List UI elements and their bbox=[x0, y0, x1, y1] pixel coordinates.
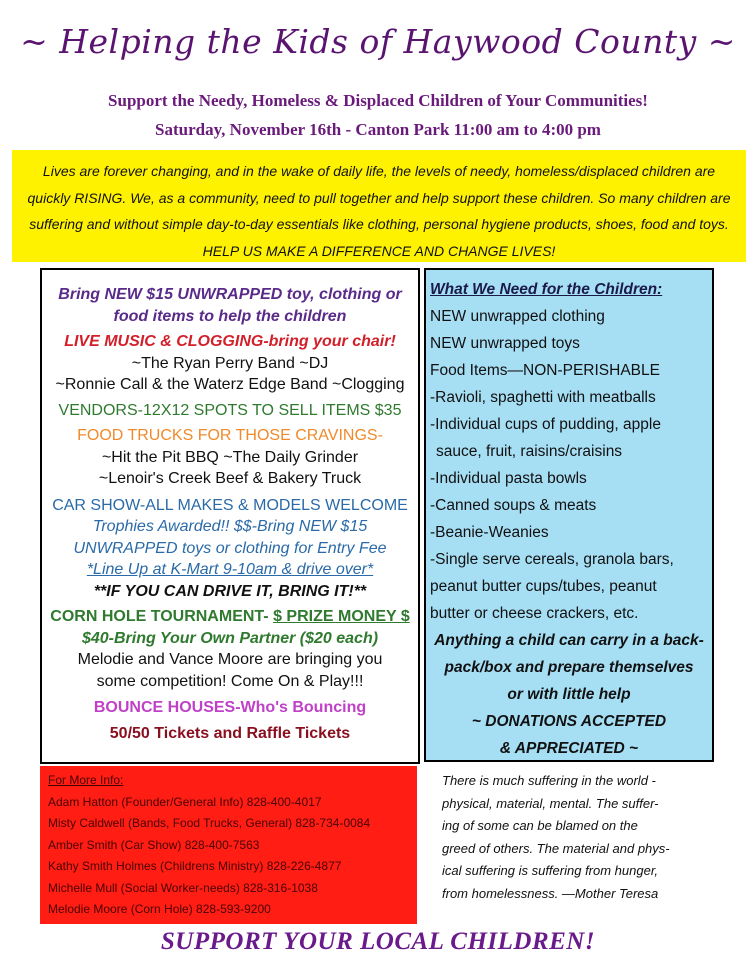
corn-hole-line-3: some competition! Come On & Play!!! bbox=[96, 672, 364, 690]
intro-text: Lives are forever changing, and in the wake of daily life, the levels of needy, homeless/displaced children are quickly RISING. We, as a community, need to pull together and help support these children. So many children are suffering and without simple day-to-day essentials like clothing, personal hygiene products, shoes, food and toys. HELP US MAKE A DIFFERENCE AND CHANGE LIVES! bbox=[27, 163, 731, 259]
car-show-line-2: UNWRAPPED toys or clothing for Entry Fee bbox=[73, 539, 387, 557]
quote-line: physical, material, mental. The suffer- bbox=[442, 795, 659, 811]
need-item: -Canned soups & meats bbox=[430, 497, 597, 514]
needs-heading: What We Need for the Children: bbox=[430, 281, 663, 298]
bring-line-2: food items to help the children bbox=[113, 307, 347, 325]
need-item: -Individual cups of pudding, apple bbox=[430, 416, 661, 433]
music-line-1: ~The Ryan Perry Band ~DJ bbox=[131, 354, 329, 372]
car-show-line-3: *Line Up at K-Mart 9-10am & drive over* bbox=[86, 561, 374, 578]
corn-hole-line-2: Melodie and Vance Moore are bringing you bbox=[77, 651, 383, 668]
vendors-line: VENDORS-12X12 SPOTS TO SELL ITEMS $35 bbox=[58, 401, 402, 419]
car-show-line-4: **IF YOU CAN DRIVE IT, BRING IT!** bbox=[93, 582, 367, 600]
food-trucks-line-2: ~Lenoir's Creek Beef & Bakery Truck bbox=[98, 470, 362, 487]
contact-info-box bbox=[40, 766, 417, 924]
music-heading: LIVE MUSIC & CLOGGING-bring your chair! bbox=[64, 333, 396, 350]
carry-line-3: or with little help bbox=[507, 686, 631, 703]
need-item: -Beanie-Weanies bbox=[430, 524, 549, 541]
contact-line: Amber Smith (Car Show) 828-400-7563 bbox=[48, 837, 260, 852]
contact-line: Misty Caldwell (Bands, Food Trucks, General) 828-734-0084 bbox=[48, 816, 371, 830]
corn-hole-prize: $ PRIZE MONEY $ bbox=[273, 608, 410, 625]
quote-line: ical suffering is suffering from hunger, bbox=[442, 863, 659, 878]
need-item: NEW unwrapped toys bbox=[430, 335, 580, 352]
quote-line: greed of others. The material and phys- bbox=[442, 840, 670, 856]
bounce-houses-line: BOUNCE HOUSES-Who's Bouncing bbox=[93, 699, 367, 716]
need-item: peanut butter cups/tubes, peanut bbox=[430, 578, 657, 595]
need-item: -Single serve cereals, granola bars, bbox=[430, 551, 674, 568]
food-trucks-line-1: ~Hit the Pit BBQ ~The Daily Grinder bbox=[101, 448, 359, 466]
flyer-subtitle: Support the Needy, Homeless & Displaced Children of Your Communities! bbox=[108, 91, 648, 110]
donations-line-2: & APPRECIATED ~ bbox=[499, 740, 639, 757]
quote-line: from homelessness. —Mother Teresa bbox=[442, 885, 659, 901]
need-item: sauce, fruit, raisins/craisins bbox=[436, 443, 623, 460]
need-item: -Ravioli, spaghetti with meatballs bbox=[430, 389, 656, 406]
event-date-line: Saturday, November 16th - Canton Park 11:00 am to 4:00 pm bbox=[155, 120, 601, 139]
car-show-heading: CAR SHOW-ALL MAKES & MODELS WELCOME bbox=[52, 496, 408, 514]
corn-hole-heading bbox=[42, 606, 418, 628]
need-item: Food Items—NON-PERISHABLE bbox=[430, 362, 660, 379]
quote-block bbox=[442, 770, 742, 905]
raffle-line: 50/50 Tickets and Raffle Tickets bbox=[109, 724, 351, 742]
contact-heading: For More Info: bbox=[48, 773, 124, 787]
corn-hole-title: CORN HOLE TOURNAMENT- bbox=[50, 608, 274, 625]
flyer-title: ~ Helping the Kids of Haywood County ~ bbox=[20, 22, 736, 61]
contact-line: Kathy Smith Holmes (Childrens Ministry) 828-226-4877 bbox=[48, 859, 342, 873]
contact-line: Adam Hatton (Founder/General Info) 828-400-4017 bbox=[48, 794, 322, 809]
food-trucks-heading: FOOD TRUCKS FOR THOSE CRAVINGS- bbox=[77, 427, 383, 444]
carry-line-2: pack/box and prepare themselves bbox=[444, 659, 694, 676]
need-item: butter or cheese crackers, etc. bbox=[430, 605, 639, 622]
quote-line: ing of some can be blamed on the bbox=[442, 818, 638, 833]
footer-banner: SUPPORT YOUR LOCAL CHILDREN! bbox=[160, 928, 596, 955]
music-line-2: ~Ronnie Call & the Waterz Edge Band ~Clogging bbox=[55, 376, 405, 393]
bring-line-1: Bring NEW $15 UNWRAPPED toy, clothing or bbox=[58, 286, 402, 303]
needs-panel bbox=[424, 268, 714, 762]
need-item: -Individual pasta bowls bbox=[430, 470, 587, 487]
corn-hole-line-1: $40-Bring Your Own Partner ($20 each) bbox=[81, 629, 379, 647]
events-panel bbox=[40, 268, 420, 764]
need-item: NEW unwrapped clothing bbox=[430, 308, 605, 325]
donations-line-1: ~ DONATIONS ACCEPTED bbox=[471, 713, 667, 730]
intro-banner bbox=[12, 150, 746, 262]
contact-line: Melodie Moore (Corn Hole) 828-593-9200 bbox=[48, 902, 271, 916]
car-show-line-1: Trophies Awarded!! $$-Bring NEW $15 bbox=[92, 518, 368, 535]
quote-line: There is much suffering in the world - bbox=[442, 773, 656, 788]
carry-line-1: Anything a child can carry in a back- bbox=[434, 632, 704, 649]
contact-line: Michelle Mull (Social Worker-needs) 828-316-1038 bbox=[48, 880, 318, 895]
